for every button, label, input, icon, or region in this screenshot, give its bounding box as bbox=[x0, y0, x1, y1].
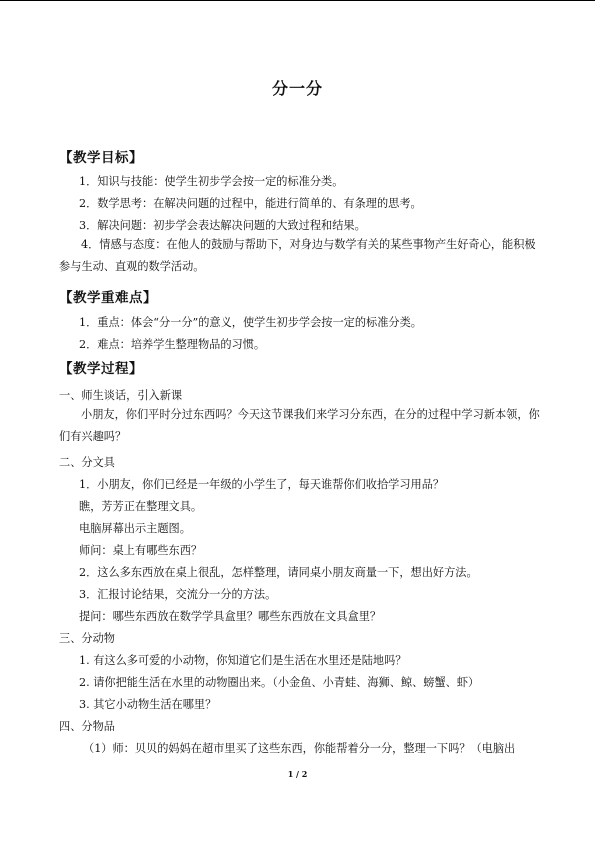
objective-line: 2．数学思考：在解决问题的过程中，能进行简单的、有条理的思考。 bbox=[79, 197, 422, 210]
section-heading-objectives: 【教学目标】 bbox=[59, 150, 143, 166]
process-heading: 一、师生谈话，引入新课 bbox=[59, 389, 183, 402]
objective-line: 3．解决问题：初步学会表达解决问题的大致过程和结果。 bbox=[79, 219, 366, 232]
process-line: 1．小朋友，你们已经是一年级的小学生了，每天谁帮你们收拾学习用品？ bbox=[79, 478, 445, 491]
top-rule bbox=[0, 0, 595, 1]
process-line: 提问：哪些东西放在数学学具盒里？哪些东西放在文具盒里？ bbox=[79, 610, 382, 623]
process-heading: 二、分文具 bbox=[59, 456, 115, 469]
keypoint-line: 2．难点：培养学生整理物品的习惯。 bbox=[79, 338, 266, 351]
process-line: 3．汇报讨论结果，交流分一分的方法。 bbox=[79, 588, 277, 601]
process-line: 1. 有这么多可爱的小动物，你知道它们是生活在水里还是陆地吗？ bbox=[79, 654, 407, 667]
process-line: 3. 其它小动物生活在哪里？ bbox=[79, 698, 217, 711]
process-heading: 四、分物品 bbox=[59, 720, 115, 733]
process-paragraph: 小朋友，你们平时分过东西吗？今天这节课我们来学习分东西，在分的过程中学习新本领，你们有兴趣吗？ bbox=[59, 408, 540, 443]
keypoint-line: 1．重点：体会“分一分”的意义，使学生初步学会按一定的标准分类。 bbox=[79, 316, 422, 329]
process-line: 电脑屏幕出示主题图。 bbox=[79, 522, 191, 535]
section-heading-process: 【教学过程】 bbox=[59, 361, 143, 377]
process-line: 瞧，芳芳正在整理文具。 bbox=[79, 500, 203, 513]
process-heading: 三、分动物 bbox=[59, 632, 115, 645]
page-number: 1 / 2 bbox=[287, 769, 308, 779]
process-line: 2. 请你把能生活在水里的动物圈出来。（小金鱼、小青蛙、海狮、鲸、螃蟹、虾） bbox=[79, 676, 480, 689]
objective-line: 4．情感与态度：在他人的鼓励与帮助下，对身边与数学有关的某些事物产生好奇心，能积极参与生动、直观的数学活动。 bbox=[59, 238, 536, 273]
process-line: 2．这么多东西放在桌上很乱，怎样整理，请同桌小朋友商量一下，想出好方法。 bbox=[79, 566, 478, 579]
process-line: （1）师：贝贝的妈妈在超市里买了这些东西，你能帮着分一分，整理一下吗？（电脑出 bbox=[83, 742, 516, 755]
process-line: 师问：桌上有哪些东西？ bbox=[79, 544, 203, 557]
objective-line: 1．知识与技能：使学生初步学会按一定的标准分类。 bbox=[79, 175, 344, 188]
document-title: 分一分 bbox=[271, 79, 323, 98]
section-heading-keypoints: 【教学重难点】 bbox=[59, 290, 157, 306]
